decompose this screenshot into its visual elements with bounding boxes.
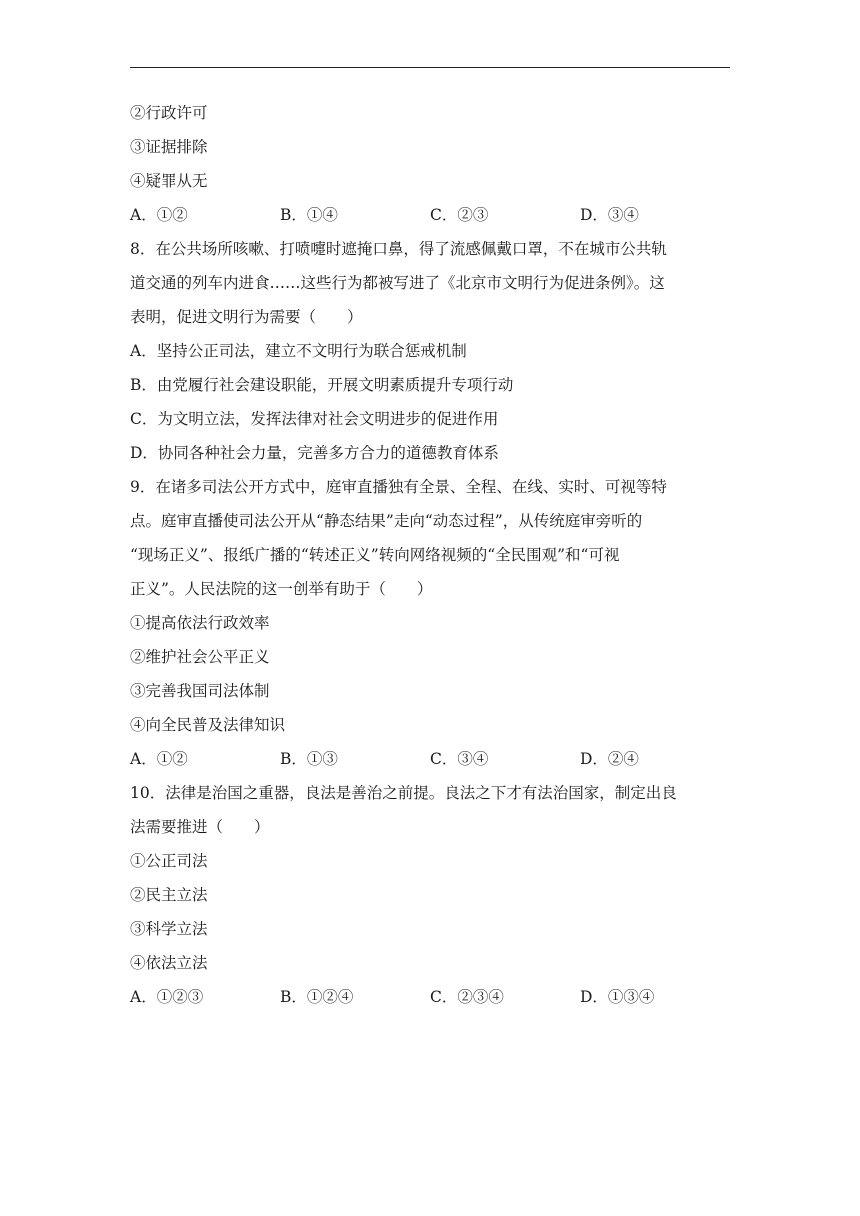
q9-item-2: ②维护社会公平正义: [130, 648, 270, 666]
question-7-continuation: [130, 96, 730, 232]
q10-choice-a[interactable]: A．①②③: [130, 988, 204, 1006]
q9-choices: [130, 742, 730, 776]
q9-choice-a[interactable]: A．①②: [130, 750, 188, 768]
q9-stem-line-2: 点。庭审直播使司法公开从“静态结果”走向“动态过程”，从传统庭审旁听的: [130, 512, 643, 530]
question-10: [130, 776, 730, 1014]
question-9: [130, 470, 730, 776]
question-8: [130, 232, 730, 470]
q10-item-2: ②民主立法: [130, 886, 208, 904]
q9-choice-c[interactable]: C．③④: [430, 750, 489, 768]
q7-choices: [130, 198, 730, 232]
q7-choice-b[interactable]: B．①④: [280, 206, 338, 224]
q9-stem-line-4: 正义”。人民法院的这一创举有助于（ ）: [130, 580, 433, 598]
q10-choice-b[interactable]: B．①②④: [280, 988, 354, 1006]
q10-choice-d[interactable]: D．①③④: [580, 988, 655, 1006]
q9-item-3: ③完善我国司法体制: [130, 682, 270, 700]
q10-item-3: ③科学立法: [130, 920, 208, 938]
q9-item-1: ①提高依法行政效率: [130, 614, 270, 632]
q9-choice-b[interactable]: B．①③: [280, 750, 338, 768]
q8-option-c[interactable]: C．为文明立法，发挥法律对社会文明进步的促进作用: [130, 410, 499, 428]
q7-choice-c[interactable]: C．②③: [430, 206, 489, 224]
q10-item-4: ④依法立法: [130, 954, 208, 972]
q9-stem-line-1: 9．在诸多司法公开方式中，庭审直播独有全景、全程、在线、实时、可视等特: [130, 478, 667, 496]
q10-choice-c[interactable]: C．②③④: [430, 988, 504, 1006]
q8-option-b[interactable]: B．由党履行社会建设职能，开展文明素质提升专项行动: [130, 376, 514, 394]
header-rule: [130, 67, 730, 68]
exam-page-content: [130, 96, 730, 1014]
q7-item-2: ②行政许可: [130, 104, 208, 122]
q7-item-3: ③证据排除: [130, 138, 208, 156]
q8-option-a[interactable]: A．坚持公正司法，建立不文明行为联合惩戒机制: [130, 342, 467, 360]
q10-choices: [130, 980, 730, 1014]
q9-choice-d[interactable]: D．②④: [580, 750, 639, 768]
q7-item-4: ④疑罪从无: [130, 172, 208, 190]
q8-stem-line-1: 8．在公共场所咳嗽、打喷嚏时遮掩口鼻，得了流感佩戴口罩，不在城市公共轨: [130, 240, 667, 258]
q8-stem-line-2: 道交通的列车内进食……这些行为都被写进了《北京市文明行为促进条例》。这: [130, 274, 665, 292]
q7-choice-a[interactable]: A．①②: [130, 206, 188, 224]
q10-stem-line-1: 10．法律是治国之重器，良法是善治之前提。良法之下才有法治国家，制定出良: [130, 784, 677, 802]
q8-option-d[interactable]: D．协同各种社会力量，完善多方合力的道德教育体系: [130, 444, 499, 462]
q7-choice-d[interactable]: D．③④: [580, 206, 639, 224]
q10-item-1: ①公正司法: [130, 852, 208, 870]
q9-item-4: ④向全民普及法律知识: [130, 716, 286, 734]
q8-stem-line-3: 表明，促进文明行为需要（ ）: [130, 308, 363, 326]
q9-stem-line-3: “现场正义”、报纸广播的“转述正义”转向网络视频的“全民围观”和“可视: [130, 546, 620, 564]
q10-stem-line-2: 法需要推进（ ）: [130, 818, 270, 836]
